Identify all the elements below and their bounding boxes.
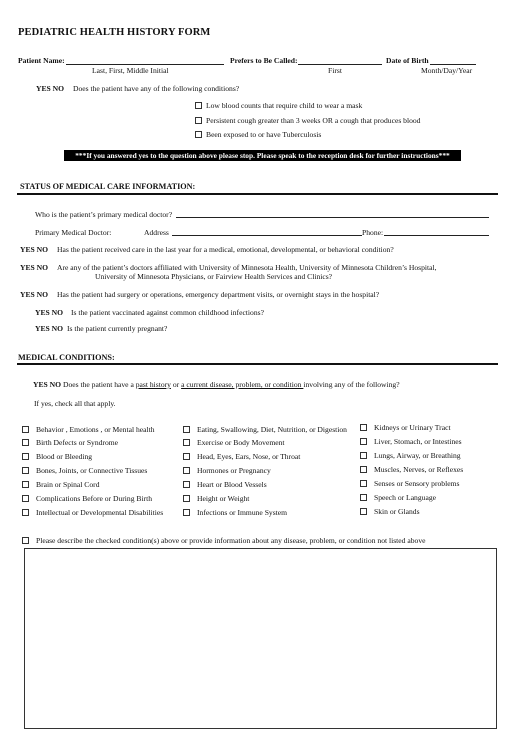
yes-no-surgery[interactable]: YES NO [20,290,49,299]
primary-doctor-answer-field[interactable] [176,217,489,218]
condition-checkbox-item[interactable]: Infections or Immune System [183,508,287,518]
pregnant-question: Is the patient currently pregnant? [67,324,168,333]
medical-question: YES NO Does the patient have a past history or a current disease, problem, or condition involving any of the following? [33,380,400,389]
surgery-question: Has the patient had surgery or operations, emergency department visits, or overnight stays in the hospital? [57,290,380,299]
address-field[interactable] [172,235,362,236]
checkbox-icon[interactable] [22,495,29,502]
affiliation-question-line2: University of Minnesota Physicians, or Fairview Health Services and Clinics? [95,272,333,281]
checkbox-icon[interactable] [183,481,190,488]
checkbox-icon[interactable] [183,495,190,502]
checkbox-icon[interactable] [22,537,29,544]
yes-no-vaccinated[interactable]: YES NO [35,308,64,317]
care-question: Has the patient received care in the last year for a medical, emotional, developmental, or behavioral condition? [57,245,394,254]
checkbox-icon[interactable] [195,131,202,138]
dob-label: Date of Birth [386,56,429,65]
checkbox-icon[interactable] [183,426,190,433]
condition-checkbox-item[interactable]: Intellectual or Developmental Disabilities [22,508,163,518]
condition-checkbox-item[interactable]: Skin or Glands [360,507,420,517]
prefers-called-label: Prefers to Be Called: [230,56,298,65]
condition-checkbox-item[interactable]: Hormones or Pregnancy [183,466,271,476]
describe-conditions-item[interactable]: Please describe the checked condition(s) above or provide information about any disease, problem, or condition not listed above [22,536,426,546]
condition-checkbox-item[interactable]: Brain or Spinal Cord [22,480,100,490]
page-title: PEDIATRIC HEALTH HISTORY FORM [18,27,211,38]
checkbox-icon[interactable] [195,102,202,109]
checkbox-icon[interactable] [360,508,367,515]
vaccinated-question: Is the patient vaccinated against common childhood infections? [71,308,264,317]
checkbox-icon[interactable] [22,439,29,446]
checkbox-icon[interactable] [360,480,367,487]
checkbox-icon[interactable] [22,509,29,516]
prefers-called-hint: First [328,66,342,75]
checkbox-icon[interactable] [22,453,29,460]
checkbox-icon[interactable] [22,467,29,474]
dob-field[interactable] [430,64,476,65]
phone-field[interactable] [384,235,489,236]
condition-checkbox-item[interactable]: Kidneys or Urinary Tract [360,423,451,433]
checkbox-icon[interactable] [195,117,202,124]
current-disease-text: a current disease, problem, or condition [181,380,304,389]
condition-checkbox-item[interactable]: Blood or Bleeding [22,452,92,462]
past-history-text: past history [135,380,171,389]
condition-checkbox-item[interactable]: Bones, Joints, or Connective Tissues [22,466,147,476]
section-divider [17,193,498,195]
patient-name-label: Patient Name: [18,56,65,65]
checkbox-icon[interactable] [360,452,367,459]
condition-checkbox-item[interactable]: Senses or Sensory problems [360,479,459,489]
checkbox-icon[interactable] [22,426,29,433]
condition-checkbox-item[interactable]: Complications Before or During Birth [22,494,152,504]
condition-item[interactable]: Persistent cough greater than 3 weeks OR a cough that produces blood [195,116,420,126]
checkbox-icon[interactable] [183,439,190,446]
section-divider [17,363,498,365]
patient-name-field[interactable] [66,64,224,65]
condition-checkbox-item[interactable]: Height or Weight [183,494,249,504]
checkbox-icon[interactable] [22,481,29,488]
patient-name-hint: Last, First, Middle Initial [92,66,169,75]
condition-checkbox-item[interactable]: Birth Defects or Syndrome [22,438,118,448]
condition-item[interactable]: Been exposed to or have Tuberculosis [195,130,321,140]
condition-checkbox-item[interactable]: Muscles, Nerves, or Reflexes [360,465,463,475]
screening-question: Does the patient have any of the following conditions? [73,84,240,93]
prefers-called-field[interactable] [298,64,382,65]
checkbox-icon[interactable] [360,494,367,501]
if-yes-instruction: If yes, check all that apply. [34,399,116,408]
yes-no-care[interactable]: YES NO [20,245,49,254]
condition-checkbox-item[interactable]: Exercise or Body Movement [183,438,285,448]
condition-checkbox-item[interactable]: Head, Eyes, Ears, Nose, or Throat [183,452,300,462]
checkbox-icon[interactable] [360,466,367,473]
checkbox-icon[interactable] [183,453,190,460]
primary-doctor-question: Who is the patient’s primary medical doctor? [35,210,173,219]
warning-banner: ***If you answered yes to the question above please stop. Please speak to the reception desk for further instructions*** [64,150,461,161]
checkbox-icon[interactable] [360,438,367,445]
yes-no-affiliation[interactable]: YES NO [20,263,49,272]
yes-no-screening[interactable]: YES NO [36,84,65,93]
condition-checkbox-item[interactable]: Behavior , Emotions , or Mental health [22,425,155,435]
yes-no-medical[interactable]: YES NO [33,380,62,389]
condition-checkbox-item[interactable]: Eating, Swallowing, Diet, Nutrition, or Digestion [183,425,347,435]
checkbox-icon[interactable] [183,467,190,474]
address-label: Address [144,228,169,237]
condition-checkbox-item[interactable]: Speech or Language [360,493,436,503]
condition-item[interactable]: Low blood counts that require child to wear a mask [195,101,362,111]
describe-conditions-textarea[interactable] [24,548,497,729]
checkbox-icon[interactable] [360,424,367,431]
phone-label: Phone: [362,228,384,237]
dob-hint: Month/Day/Year [421,66,473,75]
condition-checkbox-item[interactable]: Heart or Blood Vessels [183,480,267,490]
condition-checkbox-item[interactable]: Lungs, Airway, or Breathing [360,451,461,461]
checkbox-icon[interactable] [183,509,190,516]
condition-checkbox-item[interactable]: Liver, Stomach, or Intestines [360,437,462,447]
affiliation-question-line1: Are any of the patient’s doctors affiliated with University of Minnesota Health, University of Minnesota Children’s Hospital, [57,263,437,272]
primary-doctor-label: Primary Medical Doctor: [35,228,112,237]
yes-no-pregnant[interactable]: YES NO [35,324,64,333]
medical-section-heading: MEDICAL CONDITIONS: [18,353,115,362]
status-section-heading: STATUS OF MEDICAL CARE INFORMATION: [20,182,196,191]
